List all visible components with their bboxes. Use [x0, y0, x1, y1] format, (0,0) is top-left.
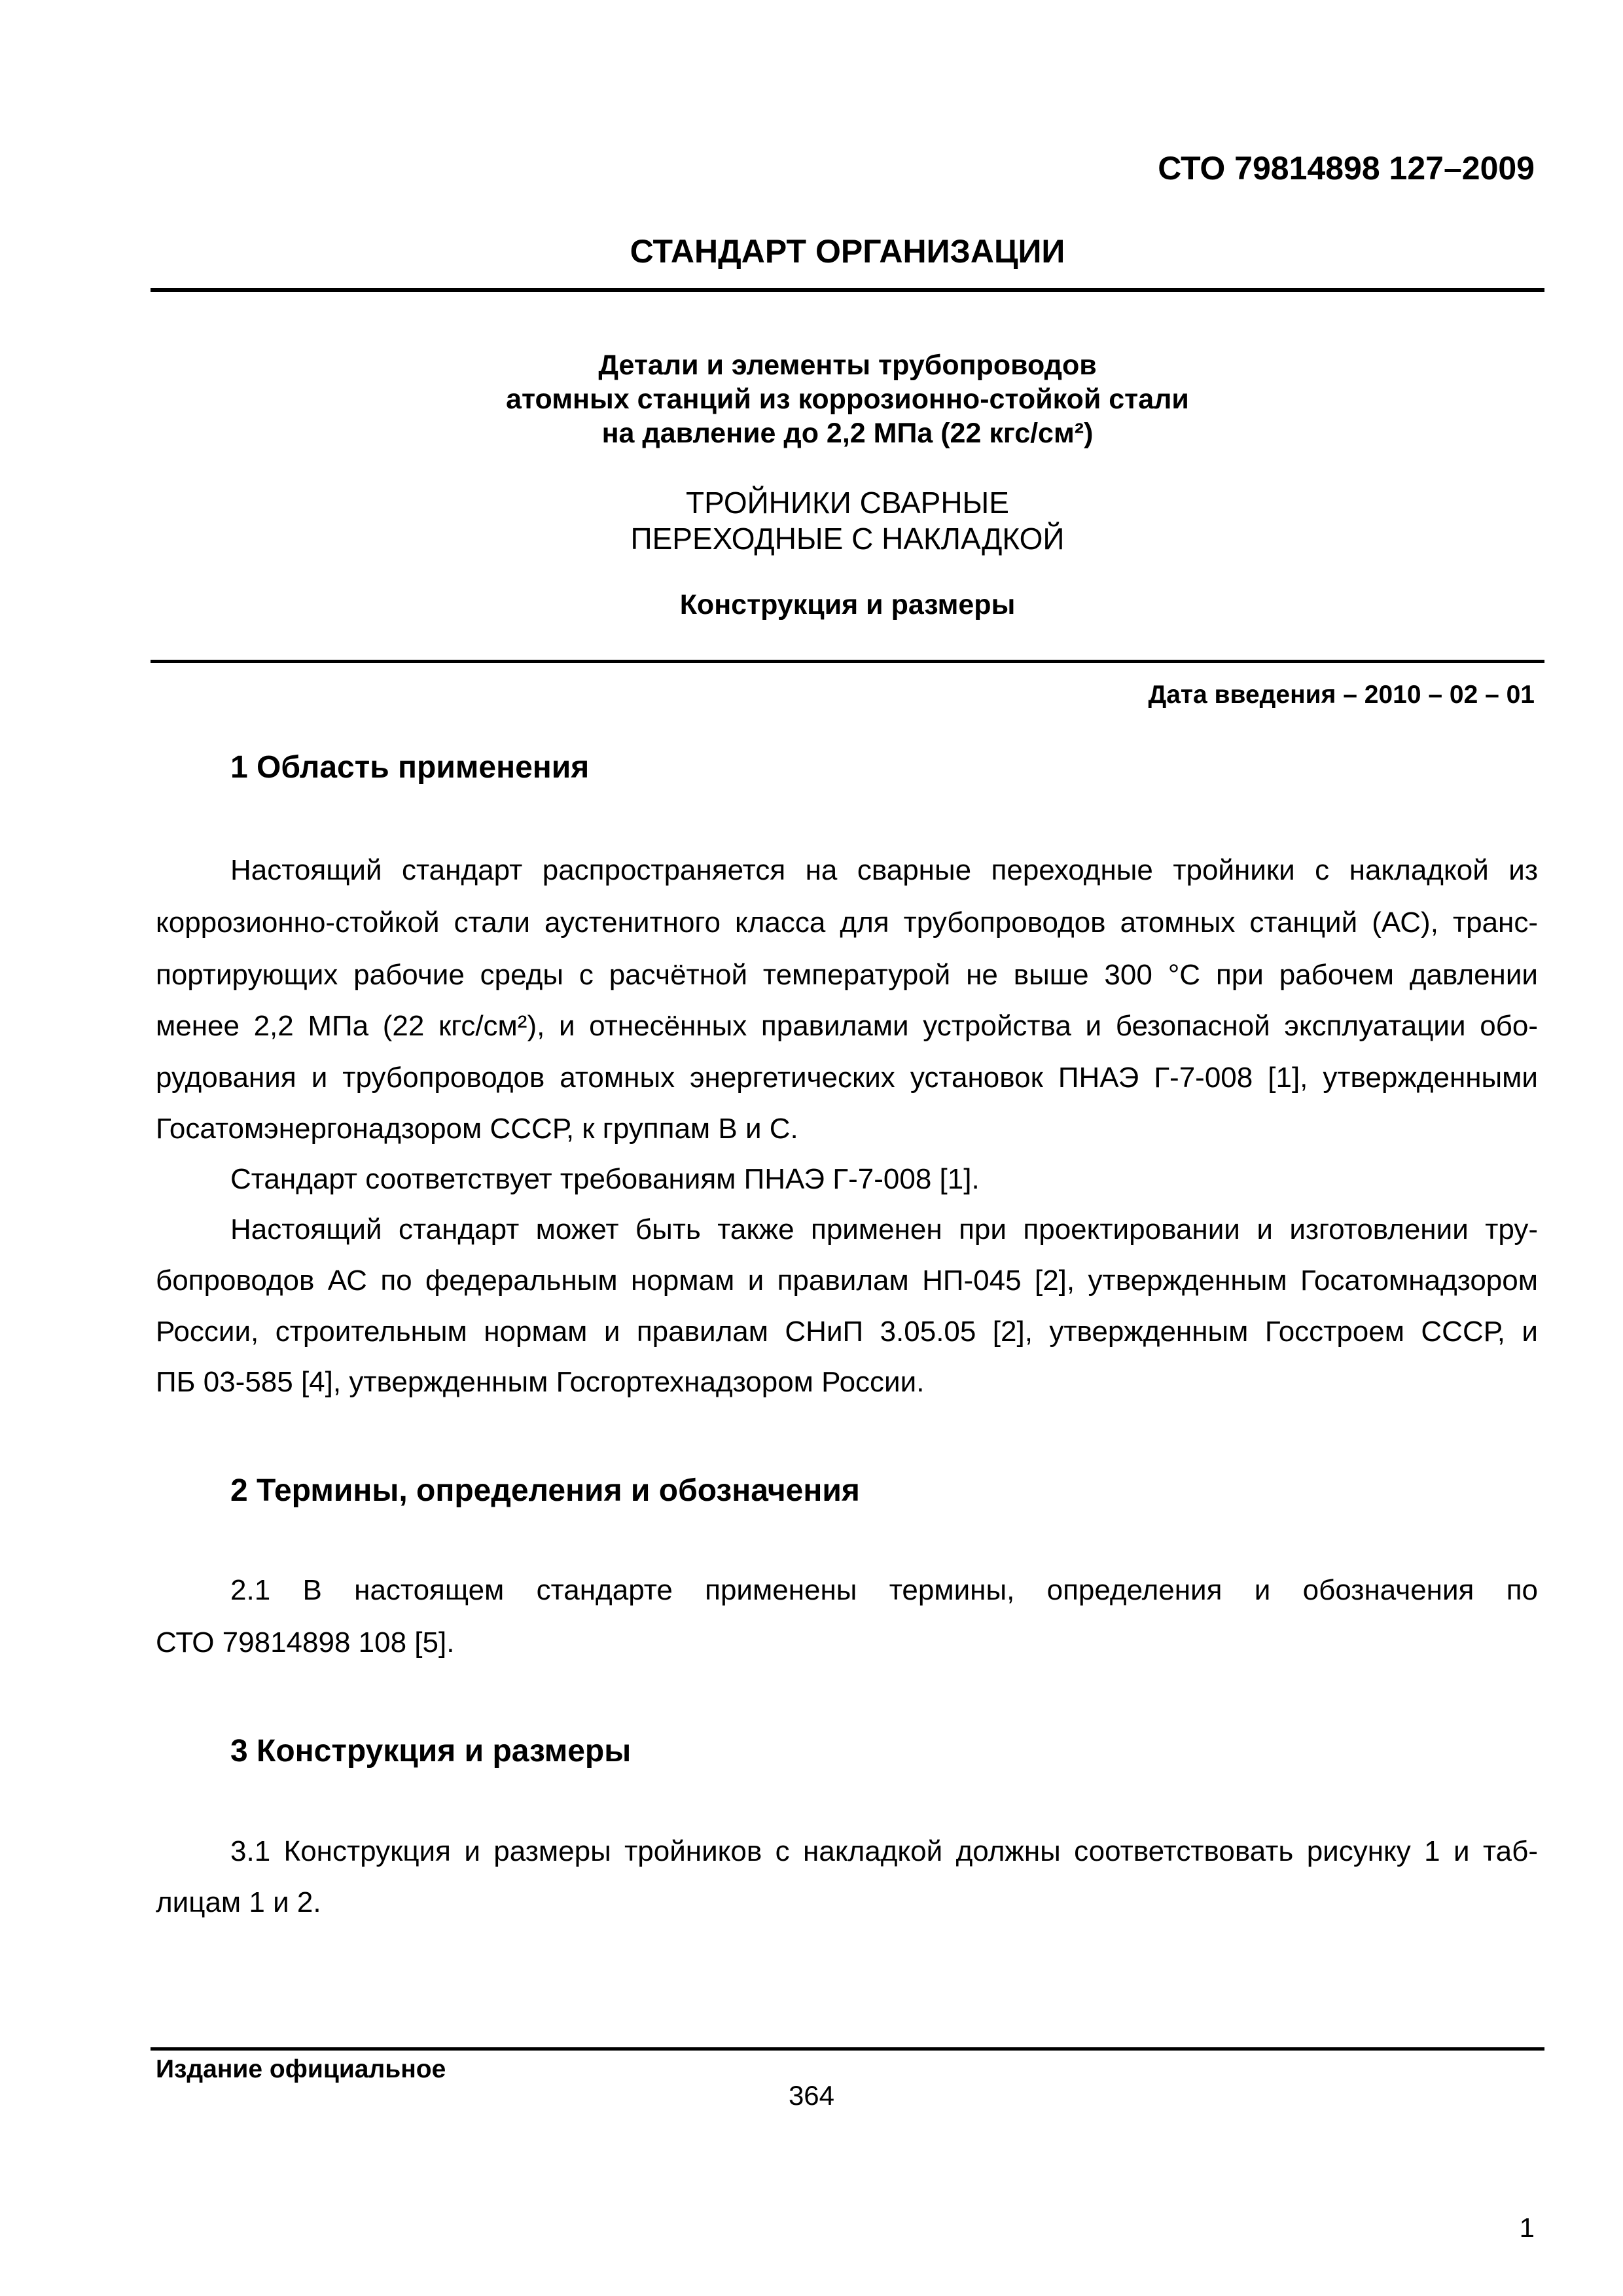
- page-number: 364: [788, 2080, 835, 2111]
- section-2-line: СТО 79814898 108 [5].: [156, 1626, 455, 1659]
- section-1-line: портирующих рабочие среды с расчётной температурой не выше 300 °С при рабочем давлении: [156, 959, 1538, 991]
- section-1-line: Госатомэнергонадзором СССР, к группам В и С.: [156, 1113, 798, 1145]
- title-part: Конструкция и размеры: [679, 589, 1016, 620]
- section-1-line: Стандарт соответствует требованиям ПНАЭ Г-7-008 [1].: [230, 1163, 980, 1195]
- section-1-line: ПБ 03-585 [4], утвержденным Госгортехнадзором России.: [156, 1366, 925, 1398]
- title-rule: [151, 660, 1544, 663]
- section-1-line: менее 2,2 МПа (22 кгс/см²), и отнесённых правилами устройства и безопасной эксплуатации обо-: [156, 1010, 1538, 1042]
- footer-rule: [151, 2047, 1544, 2051]
- subtitle-line-1: Детали и элементы трубопроводов: [598, 350, 1097, 381]
- section-1-heading: 1 Область применения: [230, 750, 590, 785]
- section-3-line: 3.1 Конструкция и размеры тройников с накладкой должны соответствовать рисунку 1 и таб-: [230, 1835, 1538, 1867]
- standard-type-title: СТАНДАРТ ОРГАНИЗАЦИИ: [630, 233, 1065, 270]
- section-1-line: бопроводов АС по федеральным нормам и правилам НП-045 [2], утвержденным Госатомнадзором: [156, 1265, 1538, 1297]
- introduction-date: Дата введения – 2010 – 02 – 01: [1148, 681, 1535, 709]
- main-title-line-1: ТРОЙНИКИ СВАРНЫЕ: [686, 486, 1009, 520]
- section-1-line: России, строительным нормам и правилам СНиП 3.05.05 [2], утвержденным Госстроем СССР, и: [156, 1316, 1538, 1348]
- section-2-line: 2.1 В настоящем стандарте применены термины, определения и обозначения по: [230, 1574, 1538, 1606]
- section-1-line: рудования и трубопроводов атомных энергетических установок ПНАЭ Г-7-008 [1], утвержденными: [156, 1062, 1538, 1094]
- document-code: СТО 79814898 127–2009: [1158, 150, 1535, 187]
- section-3-line: лицам 1 и 2.: [156, 1886, 321, 1918]
- official-edition-label: Издание официальное: [156, 2055, 446, 2083]
- subtitle-line-2: атомных станций из коррозионно-стойкой стали: [506, 384, 1189, 415]
- main-title-line-2: ПЕРЕХОДНЫЕ С НАКЛАДКОЙ: [630, 522, 1065, 556]
- sheet-number: 1: [1519, 2212, 1535, 2243]
- header-rule: [151, 288, 1544, 292]
- section-1-line: Настоящий стандарт может быть также применен при проектировании и изготовлении тру-: [230, 1213, 1538, 1246]
- section-2-heading: 2 Термины, определения и обозначения: [230, 1473, 860, 1508]
- section-3-heading: 3 Конструкция и размеры: [230, 1734, 632, 1768]
- section-1-line: Настоящий стандарт распространяется на сварные переходные тройники с накладкой из: [230, 854, 1538, 886]
- section-1-line: коррозионно-стойкой стали аустенитного класса для трубопроводов атомных станций (АС), транс-: [156, 906, 1538, 939]
- subtitle-line-3: на давление до 2,2 МПа (22 кгс/см²): [601, 418, 1094, 449]
